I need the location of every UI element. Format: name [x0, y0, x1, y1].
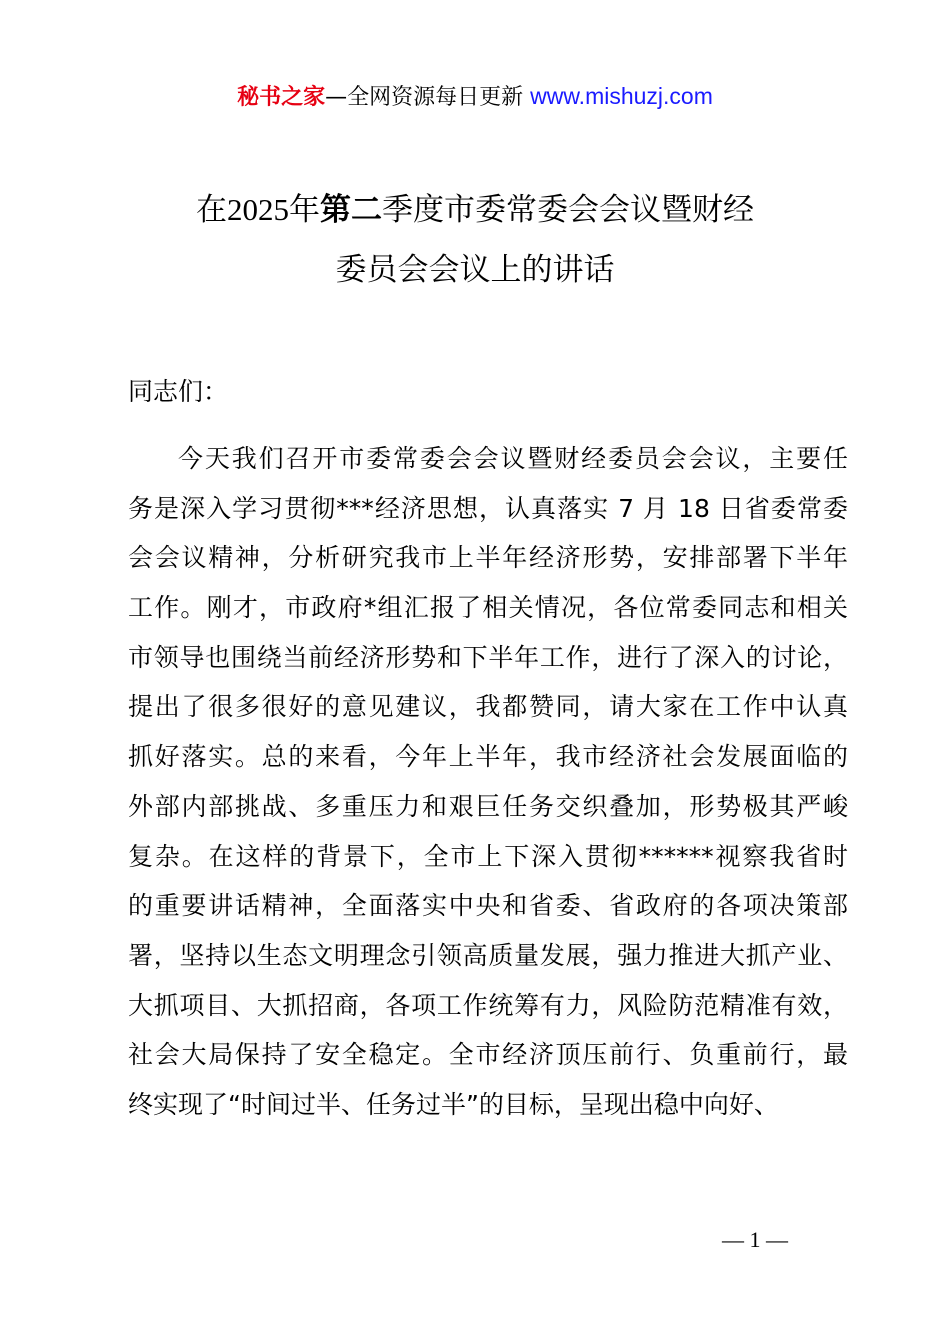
body-line: 抓好落实。总的来看，今年上半年，我市经济社会发展面临的	[128, 742, 848, 772]
title-year: 2025	[227, 192, 289, 227]
page-number: — 1 —	[722, 1227, 788, 1252]
greeting: 同志们：	[128, 377, 229, 406]
body-line: 署，坚持以生态文明理念引领高质量发展，强力推进大抓产业、	[128, 940, 848, 970]
body-paragraph	[128, 434, 848, 1130]
body-line: 务是深入学习贯彻***经济思想，认真落实 7 月 18 日省委常委	[128, 493, 848, 523]
body-line: 终实现了“时间过半、任务过半”的目标，呈现出稳中向好、	[128, 1089, 779, 1119]
title-prefix: 在	[196, 192, 227, 228]
body-line: 市领导也围绕当前经济形势和下半年工作，进行了深入的讨论，	[128, 642, 848, 672]
site-tagline: —全网资源每日更新	[325, 85, 531, 110]
title-line-2: 委员会会议上的讲话	[335, 252, 615, 288]
body-line: 今天我们召开市委常委会会议暨财经委员会会议，主要任	[178, 444, 848, 473]
body-line: 大抓项目、大抓招商，各项工作统筹有力，风险防范精准有效，	[128, 990, 848, 1020]
site-brand: 秘书之家	[237, 85, 326, 110]
title-line-1	[60, 180, 890, 240]
body-line: 社会大局保持了安全稳定。全市经济顶压前行、负重前行，最	[128, 1040, 848, 1070]
title-mid: 年	[289, 192, 320, 228]
body-line: 会会议精神，分析研究我市上半年经济形势，安排部署下半年	[128, 543, 848, 573]
title-bold-text: 第二	[320, 192, 382, 228]
body-line: 工作。刚才，市政府*组汇报了相关情况，各位常委同志和相关	[128, 593, 848, 623]
body-line: 提出了很多很好的意见建议，我都赞同，请大家在工作中认真	[128, 692, 848, 722]
document-title	[60, 180, 890, 300]
body-line: 外部内部挑战、多重压力和艰巨任务交织叠加，形势极其严峻	[128, 791, 848, 821]
site-header	[0, 80, 950, 114]
body-line: 复杂。在这样的背景下，全市上下深入贯彻******视察我省时	[128, 841, 848, 871]
body-line: 的重要讲话精神，全面落实中央和省委、省政府的各项决策部	[128, 891, 848, 921]
title-suffix: 季度市委常委会会议暨财经	[382, 192, 754, 228]
site-url[interactable]: www.mishuzj.com	[530, 83, 713, 109]
